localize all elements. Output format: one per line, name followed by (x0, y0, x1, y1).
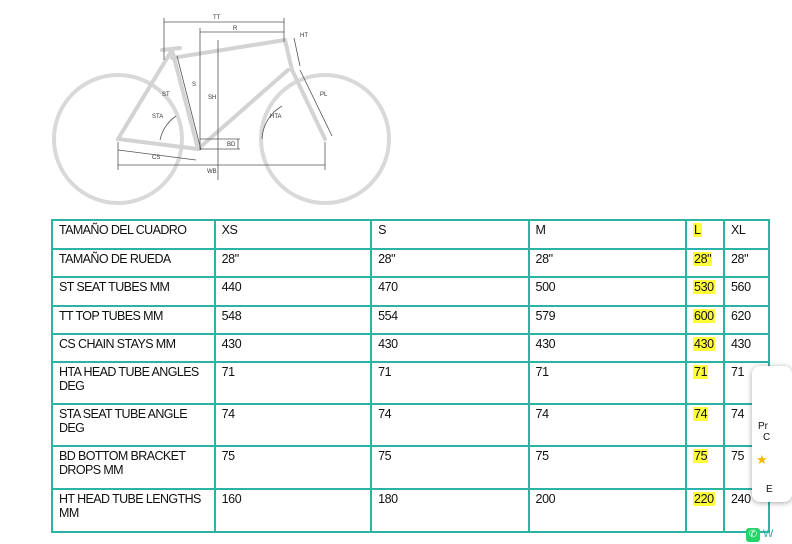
cell-value: 74 (221, 407, 235, 421)
size-xs-cell (215, 249, 371, 277)
cell-value: L (694, 223, 701, 237)
size-xl-cell (724, 249, 769, 277)
size-xs-cell (215, 404, 371, 446)
table-row (52, 306, 769, 334)
label-cs: CS (152, 155, 161, 161)
cell-value: 430 (221, 337, 242, 351)
popup-text: C (763, 432, 771, 443)
cell-value: 560 (731, 280, 751, 294)
size-s-cell (371, 306, 528, 334)
size-m-cell (529, 404, 686, 446)
cell-value: 75 (378, 449, 392, 463)
row-label: BD BOTTOM BRACKET DROPS MM (59, 449, 186, 477)
size-xs-cell (215, 362, 371, 404)
geometry-table (51, 219, 770, 533)
cell-value: 71 (221, 365, 235, 379)
size-s-cell (371, 362, 528, 404)
size-l-cell (686, 220, 724, 249)
cell-value: 71 (535, 365, 549, 379)
cell-value: 500 (535, 280, 556, 294)
row-label-cell (52, 489, 215, 532)
size-xl-cell (724, 306, 769, 334)
cell-value: S (378, 223, 387, 237)
label-r: R (233, 26, 238, 32)
size-s-cell (371, 404, 528, 446)
cell-value: 554 (378, 309, 398, 323)
size-m-cell (529, 249, 686, 277)
bike-frame (118, 40, 325, 149)
label-wb: WB (207, 169, 217, 175)
row-label: TAMAÑO DEL CUADRO (59, 223, 187, 237)
size-l-cell (686, 306, 724, 334)
size-xs-cell (215, 277, 371, 306)
cell-value: 548 (221, 309, 242, 323)
cell-value: 430 (378, 337, 398, 351)
cell-value: 430 (731, 337, 751, 351)
size-xl-cell (724, 334, 769, 362)
review-popup[interactable] (752, 366, 792, 502)
cell-value: 530 (694, 280, 714, 294)
label-sta: STA (152, 114, 164, 120)
size-m-cell (529, 277, 686, 306)
row-label: HT HEAD TUBE LENGTHS MM (59, 492, 201, 520)
cell-value: 28" (535, 252, 553, 266)
popup-text: Pr (758, 421, 768, 432)
row-label-cell (52, 277, 215, 306)
bike-geometry-diagram (0, 0, 420, 215)
cell-value: 71 (378, 365, 392, 379)
size-m-cell (529, 362, 686, 404)
cell-value: 74 (535, 407, 549, 421)
star-icon: ★ (756, 452, 768, 467)
cell-value: 71 (694, 365, 708, 379)
row-label: STA SEAT TUBE ANGLE DEG (59, 407, 188, 435)
row-label: TT TOP TUBES MM (59, 309, 163, 323)
measurement-lines (118, 18, 332, 180)
size-xs-cell (215, 446, 371, 489)
cell-value: 440 (221, 280, 242, 294)
row-label-cell (52, 249, 215, 277)
size-l-cell (686, 489, 724, 532)
row-label-cell (52, 306, 215, 334)
size-m-cell (529, 220, 686, 249)
cell-value: 28" (221, 252, 239, 266)
size-xs-cell (215, 306, 371, 334)
cell-value: XL (731, 223, 746, 237)
row-label-cell (52, 220, 215, 249)
label-tt: TT (213, 15, 221, 21)
cell-value: M (535, 223, 546, 237)
size-l-cell (686, 404, 724, 446)
size-xl-cell (724, 277, 769, 306)
table-row (52, 277, 769, 306)
cell-value: 160 (221, 492, 242, 506)
size-l-cell (686, 446, 724, 489)
cell-value: 74 (378, 407, 392, 421)
label-st: ST (162, 92, 170, 98)
size-xs-cell (215, 489, 371, 532)
label-ht: HT (300, 33, 308, 39)
row-label: TAMAÑO DE RUEDA (59, 252, 171, 266)
label-pl: PL (320, 92, 328, 98)
label-sh: SH (208, 95, 217, 101)
size-xl-cell (724, 220, 769, 249)
size-s-cell (371, 446, 528, 489)
size-m-cell (529, 306, 686, 334)
cell-value: 28" (731, 252, 749, 266)
cell-value: 600 (694, 309, 714, 323)
cell-value: XS (221, 223, 238, 237)
cell-value: 74 (731, 407, 745, 421)
size-m-cell (529, 334, 686, 362)
table-row (52, 489, 769, 532)
cell-value: 579 (535, 309, 556, 323)
label-s: S (192, 82, 197, 88)
popup-text: E (766, 484, 773, 495)
cell-value: 240 (731, 492, 751, 506)
cell-value: 28" (378, 252, 396, 266)
size-m-cell (529, 489, 686, 532)
cell-value: 75 (535, 449, 549, 463)
whatsapp-icon[interactable]: ✆ (746, 528, 760, 542)
cell-value: 74 (694, 407, 708, 421)
size-s-cell (371, 249, 528, 277)
table-row (52, 334, 769, 362)
size-l-cell (686, 334, 724, 362)
size-s-cell (371, 334, 528, 362)
size-xs-cell (215, 220, 371, 249)
row-label-cell (52, 446, 215, 489)
row-label: ST SEAT TUBES MM (59, 280, 170, 294)
cell-value: 28" (694, 252, 712, 266)
cell-value: 220 (694, 492, 714, 506)
table-row (52, 249, 769, 277)
row-label: HTA HEAD TUBE ANGLES DEG (59, 365, 199, 393)
cell-value: 75 (694, 449, 708, 463)
cell-value: 470 (378, 280, 398, 294)
cell-value: 430 (535, 337, 556, 351)
size-s-cell (371, 277, 528, 306)
label-bd: BD (227, 142, 236, 148)
row-label-cell (52, 362, 215, 404)
size-s-cell (371, 220, 528, 249)
size-l-cell (686, 249, 724, 277)
size-l-cell (686, 277, 724, 306)
cell-value: 620 (731, 309, 751, 323)
row-label: CS CHAIN STAYS MM (59, 337, 176, 351)
cell-value: 200 (535, 492, 556, 506)
table-row (52, 404, 769, 446)
cell-value: 75 (221, 449, 235, 463)
size-l-cell (686, 362, 724, 404)
cell-value: 71 (731, 365, 745, 379)
cell-value: 180 (378, 492, 398, 506)
size-m-cell (529, 446, 686, 489)
size-s-cell (371, 489, 528, 532)
row-label-cell (52, 404, 215, 446)
whatsapp-label[interactable]: W (763, 528, 774, 540)
table-row (52, 220, 769, 249)
size-xs-cell (215, 334, 371, 362)
cell-value: 430 (694, 337, 714, 351)
row-label-cell (52, 334, 215, 362)
table-row (52, 362, 769, 404)
geometry-table-wrapper (51, 219, 770, 533)
label-hta: HTA (270, 114, 282, 120)
cell-value: 75 (731, 449, 745, 463)
table-row (52, 446, 769, 489)
